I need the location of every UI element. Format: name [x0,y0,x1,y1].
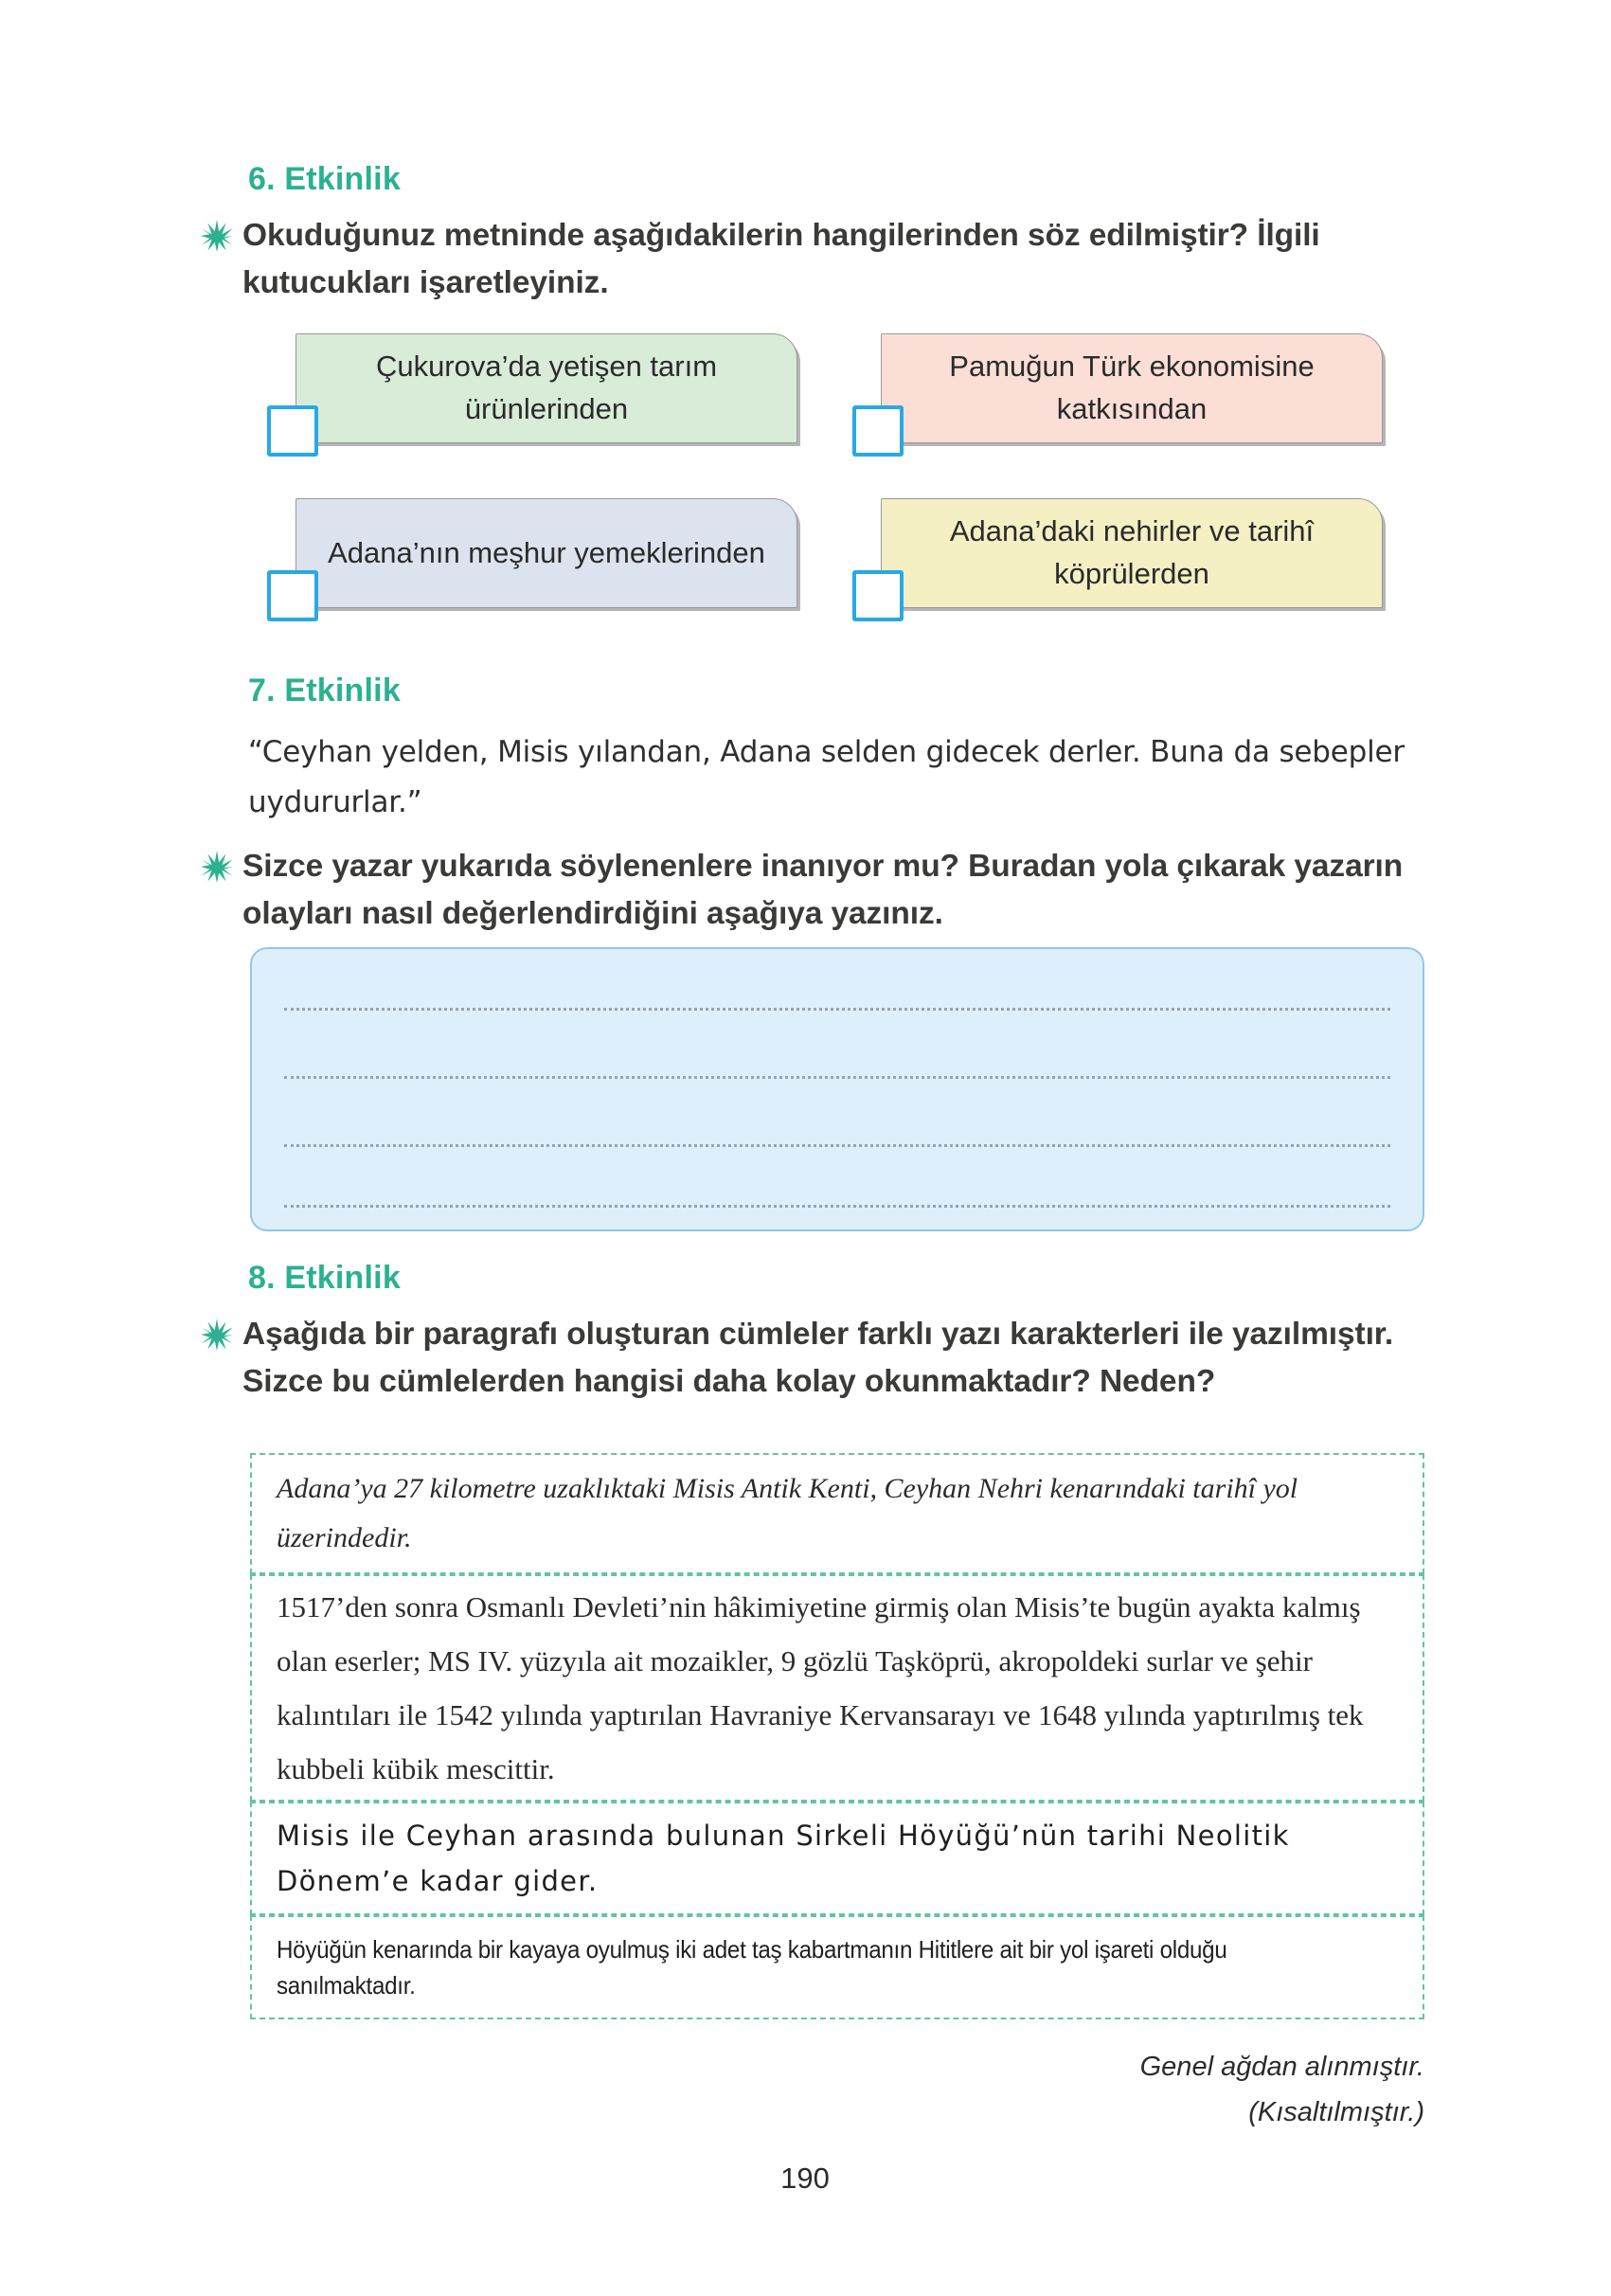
star-icon [201,1318,233,1351]
activity-7-quote: “Ceyhan yelden, Misis yılandan, Adana selden gidecek derler. Buna da sebepler uydururlar.” [248,735,1405,819]
answer-writing-line [284,1144,1390,1147]
activity-7-title: 7. Etkinlik [248,673,401,709]
activity-8-title: 8. Etkinlik [248,1260,401,1296]
star-icon [201,851,233,883]
star-icon [201,220,233,252]
option-box-2-label: Pamuğun Türk ekonomisine katkısından [949,350,1315,425]
option-box-3[interactable] [295,498,797,608]
activity-7-prompt-text: Sizce yazar yukarıda söylenenlere inanıyor mu? Buradan yola çıkarak yazarın olayları nasıl değerlendirdiğini aşağıya yazınız. [242,849,1404,931]
sample-paragraph-2-text: 1517’den sonra Osmanlı Devleti’nin hâkimiyetine girmiş olan Misis’te bugün ayakta kalmış olan eserler; MS IV. yüzyıla ait mozaikler, 9 gözlü Taşköprü, akropoldeki surlar ve şehir kalıntıları ile 1542 yılında yaptırılan Havraniye Kervansarayı ve 1648 yılında yaptırılmış tek kubbeli kübik mescittir. [277,1590,1364,1785]
sample-paragraph-3-text: Misis ile Ceyhan arasında bulunan Sirkeli Höyüğü’nün tarihi Neolitik Dönem’e kadar gider. [277,1820,1290,1897]
sample-paragraph-1-text: Adana’ya 27 kilometre uzaklıktaki Misis Antik Kenti, Ceyhan Nehri kenarındaki tarihî yol üzerindedir. [277,1473,1298,1553]
activity-7-answer-box[interactable] [250,947,1424,1231]
option-box-3-label: Adana’nın meşhur yemeklerinden [328,535,765,569]
activity-6-prompt-text: Okuduğunuz metninde aşağıdakilerin hangilerinden söz edilmiştir? İlgili kutucukları işaretleyiniz. [242,218,1320,300]
option-checkbox-4[interactable] [852,570,904,621]
activity-8-prompt-text: Aşağıda bir paragrafı oluşturan cümleler farklı yazı karakterleri ile yazılmıştır. Sizce bu cümlelerden hangisi daha kolay okunmaktadır? Neden? [242,1317,1394,1399]
option-box-1-label: Çukurova’da yetişen tarım ürünlerinden [375,350,718,425]
source-note-line-2: (Kısaltılmıştır.) [1248,2097,1424,2127]
option-box-4[interactable] [881,498,1383,608]
answer-writing-line [284,1008,1390,1011]
sample-paragraph-1 [250,1453,1424,1574]
sample-paragraph-3 [250,1802,1424,1915]
option-box-1[interactable] [295,333,797,443]
option-checkbox-3[interactable] [267,570,318,621]
sample-paragraph-4-text: Höyüğün kenarında bir kayaya oyulmuş iki adet taş kabartmanın Hititlere ait bir yol işareti olduğu sanılmaktadır. [277,1935,1227,2000]
answer-writing-line [284,1076,1390,1079]
activity-8-prompt-row [201,1311,1423,1406]
activity-6-prompt-row [201,212,1413,307]
activity-7-prompt-row [201,843,1423,938]
sample-paragraph-2 [250,1574,1424,1802]
answer-writing-line [284,1205,1390,1208]
sample-paragraph-4 [250,1915,1424,2019]
activity-6-title: 6. Etkinlik [248,161,401,197]
option-checkbox-2[interactable] [852,405,904,457]
page-number: 190 [780,2161,830,2195]
option-box-4-label: Adana’daki nehirler ve tarihî köprülerden [949,514,1315,590]
source-note-line-1: Genel ağdan alınmıştır. [1139,2052,1424,2082]
option-box-2[interactable] [881,333,1383,443]
option-checkbox-1[interactable] [267,405,318,457]
source-note [667,2044,1424,2135]
